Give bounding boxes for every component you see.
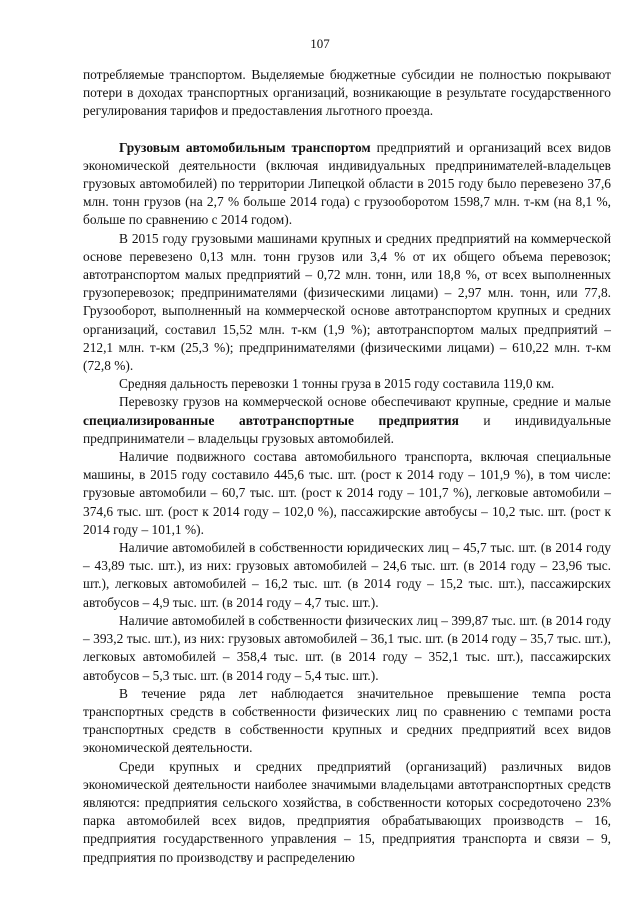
paragraph-text: Наличие автомобилей в собственности юридических лиц – 45,7 тыс. шт. (в 2014 году – 43,89 тыс. шт.), из них: грузовых автомобилей – 24,6 тыс. шт. (в 2014 году – 23,96 тыс. шт.), легковых автомобилей – 16,2 тыс. шт. (в 2014 году – 15,2 тыс. шт.), пассажирских автобусов – 4,9 тыс. шт. (в 2014 году – 4,7 тыс. шт.). xyxy=(83,540,611,610)
paragraph-text: Наличие подвижного состава автомобильного транспорта, включая специальные машины, в 2015 году составило 445,6 тыс. шт. (рост к 2014 году – 101,9 %), в том числе: грузовые автомобили – 60,7 тыс. шт. (рост к 2014 году – 101,7 %), легковые автомобили – 374,6 тыс. шт. (рост к 2014 году – 102,0 %), пассажирские автобусы – 10,2 тыс. шт. (рост к 2014 году – 101,1 %). xyxy=(83,449,611,537)
paragraph-text: Среди крупных и средних предприятий (организаций) различных видов экономической деятельности наиболее значимыми владельцами автотранспортных средств являются: предприятия сельского хозяйства, в собственности которых сосредоточено 23% парка автомобилей всех видов, предприятия обрабатывающих производств – 16, предприятия государственного управления – 15, предприятия транспорта и связи – 9, предприятия по производству и распределению xyxy=(83,758,611,865)
paragraph-text: В течение ряда лет наблюдается значительное превышение темпа роста транспортных средств в собственности физических лиц по сравнению с темпами роста транспортных средств в собственности крупных и средних предприятий всех видов экономической деятельности. xyxy=(83,685,611,756)
paragraph-freight-transport xyxy=(83,139,611,230)
bold-term: Грузовым автомобильным транспортом xyxy=(119,139,371,155)
bold-term: специализированные автотранспортные предприятия xyxy=(83,412,459,428)
paragraph-subsidies xyxy=(83,66,611,121)
paragraph-text: и индивидуальные предприниматели – владельцы грузовых автомобилей. xyxy=(83,412,611,446)
paragraph-rolling-stock xyxy=(83,448,611,539)
paragraph-individuals xyxy=(83,612,611,685)
paragraph-vehicle-owners xyxy=(83,758,611,867)
paragraph-commercial-basis xyxy=(83,230,611,376)
paragraph-text: В 2015 году грузовыми машинами крупных и средних предприятий на коммерческой основе перевезено 0,13 млн. тонн грузов или 3,4 % от их общего объема перевозок; автотранспортом малых предприятий – 0,72 млн. тонн, или 18,8 %, от всех выполненных грузоперевозок; предпринимателями (физическими лицами) – 2,97 млн. тонн, или 77,8. Грузооборот, выполненный на коммерческой основе автотранспортом крупных и средних организаций, составил 15,52 млн. т-км (1,9 %); автотранспортом малых предприятий – 212,1 млн. т-км (25,3 %); предпринимателями (физическими лицами) – 610,22 млн. т-км (72,8 %). xyxy=(83,230,611,374)
page-number: 107 xyxy=(310,36,330,51)
paragraph-text: предприятий и организаций всех видов экономической деятельности (включая индивидуальных предпринимателей-владельцев грузовых автомобилей) по территории Липецкой области в 2015 году было перевезено 37,6 млн. тонн грузов (на 2,7 % больше 2014 года) с грузооборотом 1598,7 млн. т-км (на 8,1 %, больше по сравнению с 2014 годом). xyxy=(83,139,611,228)
paragraph-specialized-enterprises xyxy=(83,393,611,448)
paragraph-average-distance xyxy=(83,375,611,393)
paragraph-growth-trend xyxy=(83,685,611,758)
paragraph-text: потребляемые транспортом. Выделяемые бюджетные субсидии не полностью покрывают потери в доходах транспортных организаций, возникающие в результате государственного регулирования тарифов и предоставления льготного проезда. xyxy=(83,67,611,119)
paragraph-text: Наличие автомобилей в собственности физических лиц – 399,87 тыс. шт. (в 2014 году – 393,2 тыс. шт.), из них: грузовых автомобилей – 36,1 тыс. шт. (в 2014 году – 35,7 тыс. шт.), легковых автомобилей – 358,4 тыс. шт. (в 2014 году – 352,1 тыс. шт.), пассажирских автобусов – 5,3 тыс. шт. (в 2014 году – 5,4 тыс. шт.). xyxy=(83,612,611,683)
paragraph-legal-entities xyxy=(83,539,611,612)
paragraph-text: Перевозку грузов на коммерческой основе обеспечивают крупные, средние и малые xyxy=(119,394,611,410)
document-body xyxy=(83,66,611,867)
paragraph-text: Средняя дальность перевозки 1 тонны груза в 2015 году составила 119,0 км. xyxy=(119,376,555,392)
